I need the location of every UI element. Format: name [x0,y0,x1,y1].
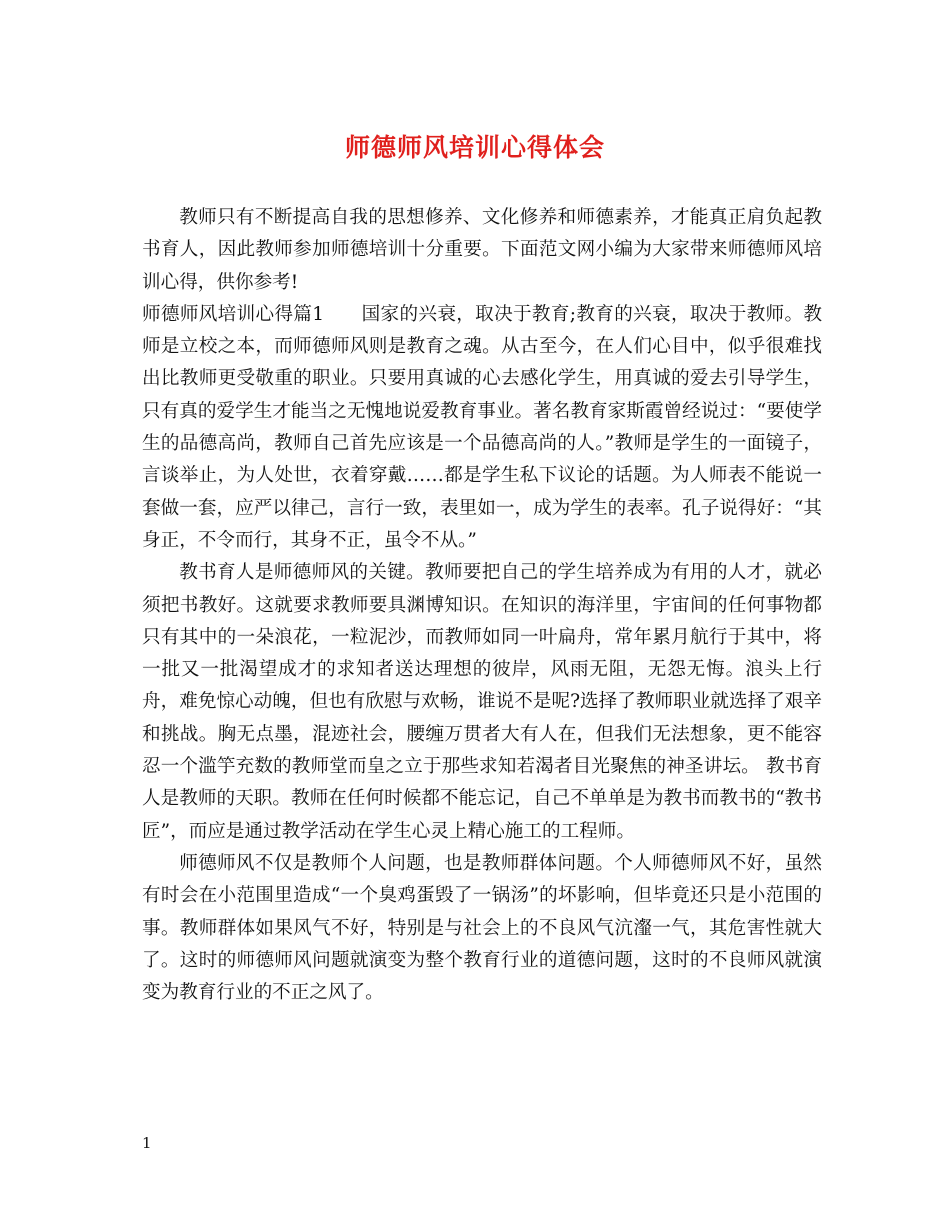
paragraph-group-ethics: 师德师风不仅是教师个人问题，也是教师群体问题。个人师德师风不好，虽然有时会在小范围里造成“一个臭鸡蛋毁了一锅汤”的坏影响，但毕竟还只是小范围的事。教师群体如果风气不好，特别是与社会上的不良风气沆瀣一气，其危害性就大了。这时的师德师风问题就演变为整个教育行业的道德问题，这时的不良师风就演变为教育行业的不正之风了。 [142,852,822,1004]
paragraph-intro: 教师只有不断提高自我的思想修养、文化修养和师德素养，才能真正肩负起教书育人，因此教师参加师德培训十分重要。下面范文网小编为大家带来师德师风培训心得，供你参考! [142,207,822,293]
document-title: 师德师风培训心得体会 [344,133,605,162]
section-text-1: 国家的兴衰，取决于教育;教育的兴衰，取决于教师。教师是立校之本，而师德师风则是教育之魂。从古至今，在人们心目中，似乎很难找出比教师更受敬重的职业。只要用真诚的心去感化学生，用真诚的爱去引导学生，只有真的爱学生才能当之无愧地说爱教育事业。著名教育家斯霞曾经说过：“要使学生的品德高尚，教师自己首先应该是一个品德高尚的人。”教师是学生的一面镜子，言谈举止，为人处世，衣着穿戴……都是学生私下议论的话题。为人师表不能说一套做一套，应严以律己，言行一致，表里如一，成为学生的表率。孔子说得好：“其身正，不令而行，其身不正，虽令不从。” [142,303,822,551]
page-number: 1 [142,1134,152,1152]
section-heading-1: 师德师风培训心得篇1 [142,303,325,325]
document-body [142,202,822,1009]
paragraph-section-1 [142,299,822,557]
section-spacer [324,304,361,325]
paragraph-teaching: 教书育人是师德师风的关键。教师要把自己的学生培养成为有用的人才，就必须把书教好。这就要求教师要具渊博知识。在知识的海洋里，宇宙间的任何事物都只有其中的一朵浪花，一粒泥沙，而教师如同一叶扁舟，常年累月航行于其中，将一批又一批渴望成才的求知者送达理想的彼岸，风雨无阻，无怨无悔。浪头上行舟，难免惊心动魄，但也有欣慰与欢畅，谁说不是呢?选择了教师职业就选择了艰辛和挑战。胸无点墨，混迹社会，腰缠万贯者大有人在，但我们无法想象，更不能容忍一个滥竽充数的教师堂而皇之立于那些求知若渴者目光聚焦的神圣讲坛。 教书育人是教师的天职。教师在任何时候都不能忘记，自己不单单是为教书而教书的“教书匠”，而应是通过教学活动在学生心灵上精心施工的工程师。 [142,562,822,842]
